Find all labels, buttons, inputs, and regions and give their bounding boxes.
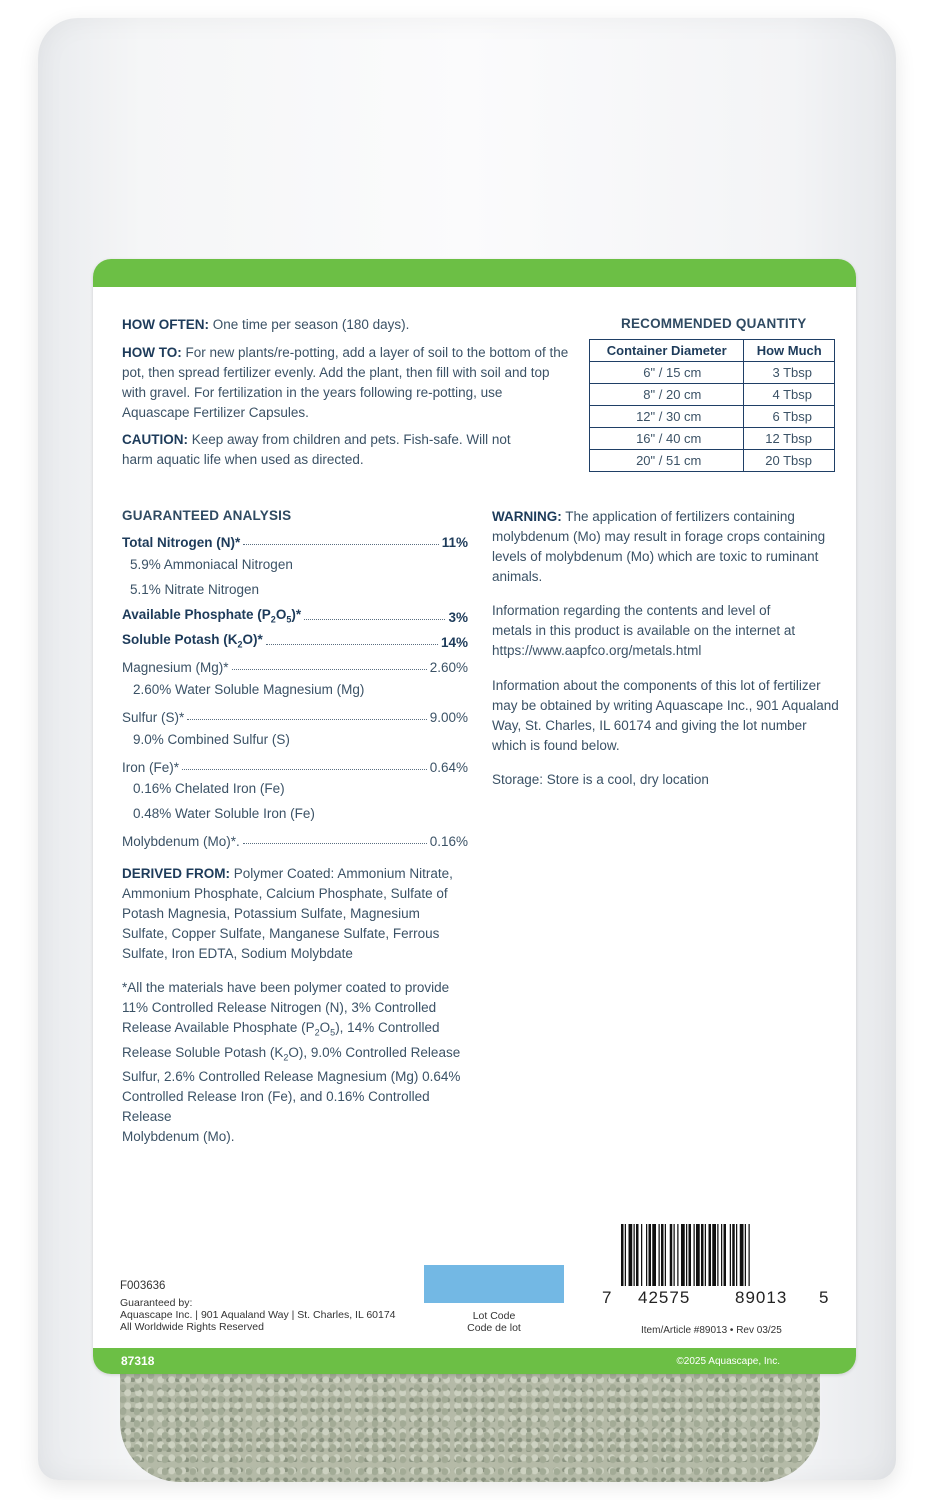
table-row	[590, 406, 835, 428]
lot-code-label: Lot Code	[472, 1310, 516, 1322]
footnote-line: Sulfur, 2.6% Controlled Release Magnesium (Mg) 0.64%	[122, 1069, 461, 1085]
lot-code-label-fr: Code de lot	[467, 1322, 521, 1334]
total-nitrogen-value: 11%	[441, 535, 468, 550]
header-how-much: How Much	[744, 340, 835, 362]
derived-from	[122, 864, 467, 964]
diameter-cell: 6" / 15 cm	[590, 362, 744, 384]
label-top-band	[93, 259, 856, 287]
potash-label-a: Soluble Potash (K	[122, 632, 238, 648]
lot-info: Information about the components of this lot of fertilizer may be obtained by writing Aquascape Inc., 901 Aqualand Way, St. Charles, IL 60174 and giving the lot number which is found below.	[492, 678, 839, 753]
how-often-label: HOW OFTEN:	[122, 317, 209, 332]
quantity-header-row	[590, 340, 835, 362]
footnote-line	[122, 1043, 482, 1068]
product-number: 87318	[121, 1354, 155, 1368]
copyright: ©2025 Aquascape, Inc.	[676, 1356, 780, 1367]
label-bottom-band	[93, 1348, 856, 1374]
quantity-title: RECOMMENDED QUANTITY	[621, 316, 807, 331]
table-row	[590, 384, 835, 406]
leader-dots	[187, 719, 426, 720]
phosphate-value: 3%	[448, 610, 468, 625]
barcode-digit-left: 7	[602, 1288, 612, 1307]
footnote-part: O), 9.0% Controlled Release	[288, 1044, 461, 1060]
amount-cell: 4 Tbsp	[744, 384, 835, 406]
footnote-sub: 2	[283, 1052, 289, 1063]
footnote-sub: 2	[314, 1027, 320, 1038]
potash-value: 14%	[440, 635, 468, 650]
warning-text: The application of fertilizers containing molybdenum (Mo) may result in forage crops containing levels of molybdenum (Mo) which are toxic to ruminant animals.	[492, 509, 826, 584]
magnesium-value: 2.60%	[429, 660, 468, 675]
sulfur-detail: 9.0% Combined Sulfur (S)	[133, 732, 290, 747]
sulfur-label: Sulfur (S)*	[122, 710, 185, 725]
footnote-part: Release Available Phosphate (P	[122, 1020, 315, 1035]
header-container-diameter: Container Diameter	[590, 340, 744, 362]
rights-reserved: All Worldwide Rights Reserved	[120, 1321, 264, 1333]
form-code: F003636	[120, 1280, 166, 1292]
total-nitrogen-label: Total Nitrogen (N)*	[122, 535, 241, 550]
leader-dots	[304, 619, 445, 620]
footnote-part: Release Soluble Potash (K	[122, 1044, 284, 1060]
phosphate-label-mid: O	[275, 607, 287, 623]
potash-row	[122, 630, 468, 650]
caution-text: Keep away from children and pets. Fish-safe. Will not harm aquatic life when used as directed.	[122, 432, 511, 467]
derived-from-text: Polymer Coated: Ammonium Nitrate, Ammonium Phosphate, Calcium Phosphate, Sulfate of Potash Magnesia, Potassium Sulfate, Magnesium Sulfate, Copper Sulfate, Manganese Sulfate, Ferrous Sulfate, Iron EDTA, Sodium Molybdate	[122, 866, 453, 961]
quantity-table	[589, 339, 835, 472]
metals-info: Information regarding the contents and level of metals in this product is available on the internet at https://www.aapfco.org/metals.html	[492, 603, 796, 658]
how-to-text: For new plants/re-potting, add a layer of soil to the bottom of the pot, then spread fertilizer evenly. Add the plant, then fill with soil and top with gravel. For fertilization in the years following re-potting, use Aquascape Fertilizer Capsules.	[122, 345, 569, 420]
leader-dots	[232, 669, 427, 670]
how-often	[122, 315, 572, 335]
phosphate-sub: 5	[286, 615, 292, 625]
caution	[122, 430, 542, 470]
leader-dots	[243, 544, 438, 545]
table-row	[590, 428, 835, 450]
phosphate-label-a: Available Phosphate (P	[122, 607, 271, 623]
footnote-part: O	[319, 1020, 331, 1035]
how-often-text: One time per season (180 days).	[212, 317, 410, 332]
warning-label: WARNING:	[492, 509, 562, 524]
diameter-cell: 20" / 51 cm	[590, 450, 744, 472]
molybdenum-row	[122, 829, 468, 849]
lot-code-box	[424, 1265, 564, 1303]
how-to-label: HOW TO:	[122, 345, 182, 360]
iron-detail-chelated: 0.16% Chelated Iron (Fe)	[133, 781, 285, 796]
amount-cell: 3 Tbsp	[744, 362, 835, 384]
footnote-line	[122, 1018, 482, 1043]
footnote-line: *All the materials have been polymer coated to provide	[122, 980, 450, 995]
iron-detail-soluble: 0.48% Water Soluble Iron (Fe)	[133, 806, 315, 821]
barcode-digits-group2: 89013	[735, 1288, 788, 1307]
molybdenum-label: Molybdenum (Mo)*.	[122, 834, 240, 849]
table-row	[590, 362, 835, 384]
phosphate-label	[122, 607, 301, 625]
total-nitrogen-row	[122, 530, 468, 550]
magnesium-detail: 2.60% Water Soluble Magnesium (Mg)	[133, 682, 365, 697]
guaranteed-by: Guaranteed by:	[120, 1297, 193, 1309]
phosphate-sub: 2	[270, 615, 276, 625]
company-address: Aquascape Inc. | 901 Aqualand Way | St. Charles, IL 60174	[120, 1309, 396, 1321]
molybdenum-value: 0.16%	[429, 834, 468, 849]
potash-label-b: O)*	[242, 632, 263, 648]
amount-cell: 12 Tbsp	[744, 428, 835, 450]
leader-dots	[266, 644, 438, 645]
nitrate-nitrogen: 5.1% Nitrate Nitrogen	[130, 582, 260, 597]
leader-dots	[182, 769, 427, 770]
table-row	[590, 450, 835, 472]
footnote-line: Controlled Release Iron (Fe), and 0.16% Controlled Release	[122, 1089, 430, 1125]
iron-value: 0.64%	[429, 760, 468, 775]
caution-label: CAUTION:	[122, 432, 188, 447]
item-article: Item/Article #89013 • Rev 03/25	[641, 1325, 782, 1336]
sulfur-value: 9.00%	[429, 710, 468, 725]
potash-label	[122, 632, 263, 650]
storage-info: Storage: Store is a cool, dry location	[492, 772, 709, 787]
magnesium-label: Magnesium (Mg)*	[122, 660, 229, 675]
diameter-cell: 16" / 40 cm	[590, 428, 744, 450]
potash-sub: 2	[237, 640, 243, 650]
phosphate-label-b: )*	[291, 607, 302, 623]
barcode-digits-group1: 42575	[638, 1288, 691, 1307]
amount-cell: 20 Tbsp	[744, 450, 835, 472]
how-to	[122, 343, 569, 423]
warning	[492, 507, 828, 587]
sulfur-row	[122, 705, 468, 725]
footnote-sub: 5	[330, 1027, 336, 1038]
footnote-line: Molybdenum (Mo).	[122, 1129, 235, 1145]
upc-barcode	[619, 1224, 841, 1296]
barcode-digit-right: 5	[819, 1288, 829, 1307]
coating-footnote	[122, 978, 482, 1147]
magnesium-row	[122, 655, 468, 675]
ammoniacal-nitrogen: 5.9% Ammoniacal Nitrogen	[130, 557, 293, 572]
phosphate-row	[122, 605, 468, 625]
diameter-cell: 12" / 30 cm	[590, 406, 744, 428]
footnote-line: 11% Controlled Release Nitrogen (N), 3% Controlled	[122, 1000, 437, 1015]
iron-row	[122, 755, 468, 775]
iron-label: Iron (Fe)*	[122, 760, 180, 775]
analysis-title: GUARANTEED ANALYSIS	[122, 508, 292, 523]
derived-from-label: DERIVED FROM:	[122, 866, 230, 881]
footnote-part: ), 14% Controlled	[335, 1020, 440, 1035]
product-label	[93, 259, 856, 1374]
gravel-contents	[120, 1372, 820, 1482]
amount-cell: 6 Tbsp	[744, 406, 835, 428]
leader-dots	[243, 843, 427, 844]
diameter-cell: 8" / 20 cm	[590, 384, 744, 406]
